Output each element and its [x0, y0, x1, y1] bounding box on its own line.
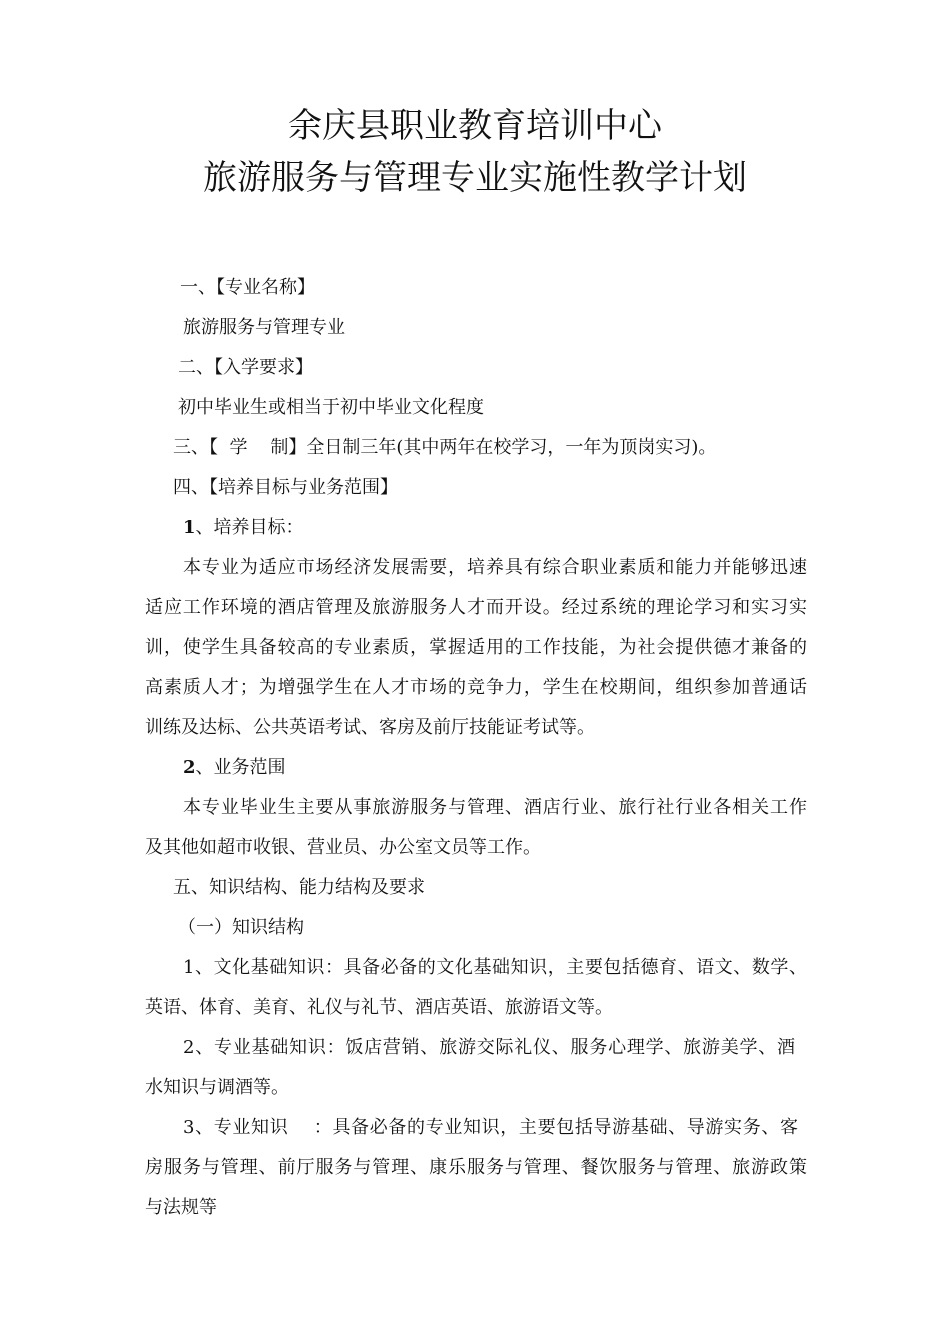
section4-heading: 四、【培养目标与业务范围】: [173, 477, 398, 498]
list-item-line: 房服务与管理、前厅服务与管理、康乐服务与管理、餐饮服务与管理、旅游政策: [145, 1157, 807, 1178]
paragraph-line: 本专业毕业生主要从事旅游服务与管理、酒店行业、旅行社行业各相关工作: [183, 797, 807, 818]
subheading-number: 1: [183, 517, 196, 538]
section5-heading: 五、知识结构、能力结构及要求: [173, 877, 425, 898]
paragraph-line: 训，使学生具备较高的专业素质，掌握适用的工作技能，为社会提供德才兼备的: [145, 637, 807, 658]
section1-heading: 一、【专业名称】: [180, 277, 315, 298]
subheading-label: 、业务范围: [195, 757, 286, 778]
paragraph-line: 训练及达标、公共英语考试、客房及前厅技能证考试等。: [145, 717, 595, 738]
section2-text: 初中毕业生或相当于初中毕业文化程度: [178, 397, 484, 418]
list-item-line: 与法规等: [145, 1197, 217, 1218]
section4-subheading-2: [183, 756, 286, 780]
paragraph-line: 及其他如超市收银、营业员、办公室文员等工作。: [145, 837, 541, 858]
list-item-line: 水知识与调酒等。: [145, 1077, 289, 1098]
list-item-line: 3、专业知识 ：具备必备的专业知识，主要包括导游基础、导游实务、客: [183, 1117, 798, 1138]
document-title-line2: 旅游服务与管理专业实施性教学计划: [203, 158, 747, 198]
subheading-label: 、培养目标：: [195, 517, 304, 538]
section1-text: 旅游服务与管理专业: [183, 317, 345, 338]
list-item-line: 2、专业基础知识：饭店营销、旅游交际礼仪、服务心理学、旅游美学、酒: [183, 1037, 795, 1058]
list-item-line: 英语、体育、美育、礼仪与礼节、酒店英语、旅游语文等。: [145, 997, 613, 1018]
paragraph-line: 本专业为适应市场经济发展需要，培养具有综合职业素质和能力并能够迅速: [183, 557, 807, 578]
section3-text: 三、【 学 制】全日制三年(其中两年在校学习，一年为顶岗实习)。: [173, 437, 717, 458]
paragraph-line: 适应工作环境的酒店管理及旅游服务人才而开设。经过系统的理论学习和实习实: [145, 597, 807, 618]
section2-heading: 二、【入学要求】: [178, 357, 313, 378]
section4-subheading-1: [183, 516, 304, 540]
section5-subheading: （一）知识结构: [178, 917, 304, 938]
subheading-number: 2: [183, 757, 196, 778]
list-item-line: 1、文化基础知识：具备必备的文化基础知识，主要包括德育、语文、数学、: [183, 957, 807, 978]
document-title-line1: 余庆县职业教育培训中心: [288, 106, 662, 146]
paragraph-line: 高素质人才；为增强学生在人才市场的竞争力，学生在校期间，组织参加普通话: [145, 677, 807, 698]
